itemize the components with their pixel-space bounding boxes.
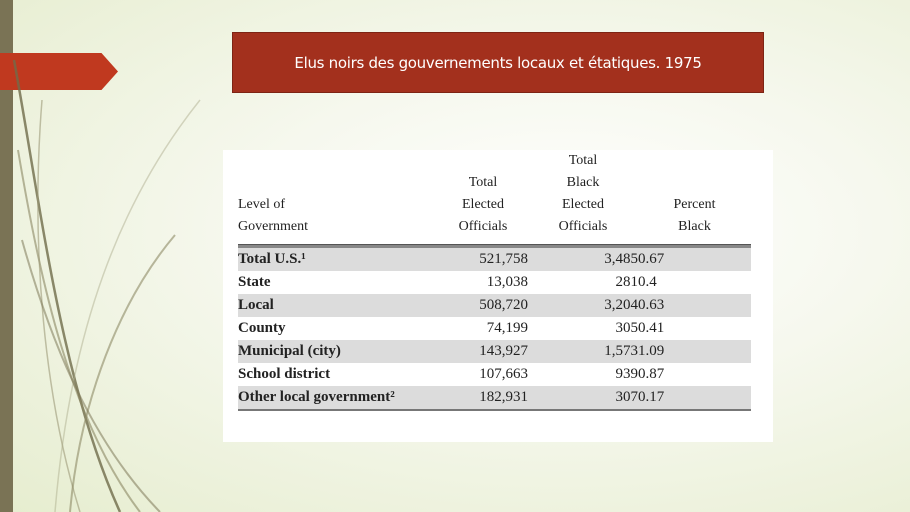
table-bottom-rule — [238, 409, 751, 411]
cell-percent: 0.87 — [638, 366, 665, 382]
title-box — [232, 32, 764, 93]
cell-level: County — [238, 320, 286, 336]
cell-total: 508,720 — [438, 294, 528, 317]
cell-total: 521,758 — [438, 248, 528, 271]
cell-total: 74,199 — [486, 320, 528, 336]
header-pct-line: Black — [678, 219, 711, 234]
cell-black: 3,204 — [528, 294, 638, 317]
header-total-line: Total — [468, 175, 498, 190]
header-level-line: Government — [238, 219, 308, 234]
cell-black: 1,573 — [528, 340, 638, 363]
cell-black: 307 — [528, 386, 638, 409]
slide-title: Elus noirs des gouvernements locaux et étatiques. 1975 — [294, 53, 702, 72]
cell-total: 107,663 — [479, 366, 528, 382]
header-total-elected — [438, 150, 528, 245]
cell-percent: 0.17 — [638, 386, 751, 409]
cell-total: 143,927 — [438, 340, 528, 363]
cell-level: Municipal (city) — [238, 340, 438, 363]
decorative-curves — [0, 0, 260, 512]
header-percent-black — [638, 150, 751, 245]
header-black-line: Total — [568, 153, 598, 168]
cell-percent: 0.63 — [638, 294, 751, 317]
cell-percent: 0.41 — [638, 320, 665, 336]
header-pct-line: Percent — [673, 197, 716, 212]
table-image — [223, 150, 773, 442]
cell-level: Other local government² — [238, 386, 438, 409]
header-black-line: Black — [566, 175, 600, 190]
cell-percent: 0.4 — [638, 274, 657, 290]
header-total-line: Elected — [462, 197, 504, 212]
table-row — [238, 363, 751, 386]
cell-percent: 1.09 — [638, 340, 751, 363]
cell-level: State — [238, 274, 271, 290]
header-black-line: Elected — [562, 197, 604, 212]
table-row — [238, 317, 751, 340]
header-black-line: Officials — [558, 219, 608, 234]
table-row — [238, 386, 751, 409]
header-level-line: Level of — [238, 197, 286, 212]
cell-black: 939 — [615, 366, 638, 382]
cell-percent: 0.67 — [638, 248, 751, 271]
cell-level: School district — [238, 366, 331, 382]
cell-level: Total U.S.¹ — [238, 248, 438, 271]
table-row — [238, 294, 751, 317]
header-level — [238, 150, 438, 245]
cell-total: 182,931 — [438, 386, 528, 409]
table-row — [238, 248, 751, 271]
table-row — [238, 340, 751, 363]
cell-total: 13,038 — [486, 274, 528, 290]
cell-black: 305 — [615, 320, 638, 336]
header-total-line: Officials — [458, 219, 508, 234]
header-total-black — [528, 150, 638, 245]
cell-level: Local — [238, 294, 438, 317]
cell-black: 3,485 — [528, 248, 638, 271]
cell-black: 281 — [615, 274, 638, 290]
elected-officials-table — [238, 150, 751, 411]
table-row — [238, 271, 751, 294]
